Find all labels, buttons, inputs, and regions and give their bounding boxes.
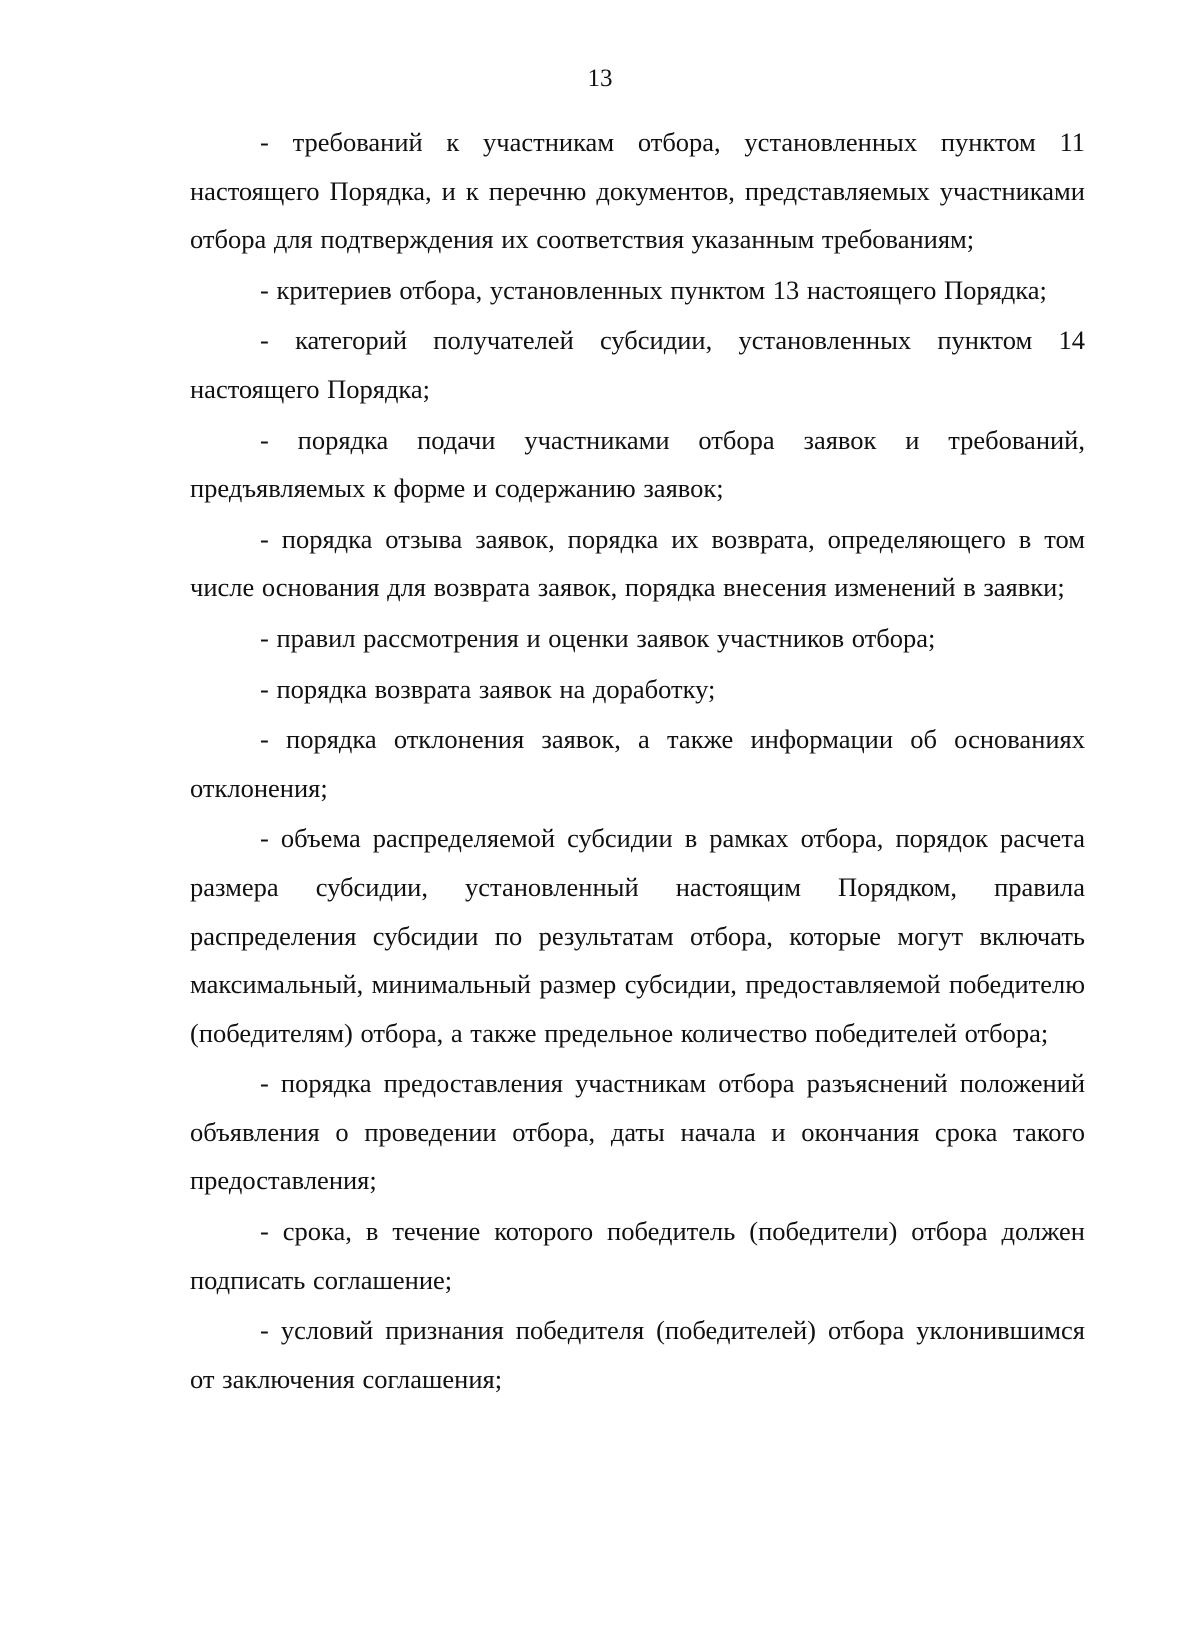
list-item: - условий признания победителя (победителей) отбора уклонившимся от заключения соглашения; <box>190 1315 1085 1394</box>
list-item: - порядка подачи участниками отбора заявок и требований, предъявляемых к форме и содержанию заявок; <box>190 424 1085 504</box>
list-item: - порядка отклонения заявок, а также информации об основаниях отклонения; <box>190 724 1085 803</box>
list-item: - правил рассмотрения и оценки заявок участников отбора; <box>260 622 936 653</box>
list-item: - порядка отзыва заявок, порядка их возврата, определяющего в том числе основания для возврата заявок, порядка внесения изменений в заявки; <box>190 523 1085 603</box>
list-item: - категорий получателей субсидии, установленных пунктом 14 настоящего Порядка; <box>190 325 1085 404</box>
page-number: 13 <box>587 65 613 92</box>
list-item: - порядка предоставления участникам отбора разъяснений положений объявления о проведении отбора, даты начала и окончания срока такого предоставления; <box>190 1068 1085 1196</box>
list-item: - требований к участникам отбора, установленных пунктом 11 настоящего Порядка, и к перечню документов, представляемых участниками отбора для подтверждения их соответствия указанным требованиям; <box>190 127 1085 255</box>
list-item: - объема распределяемой субсидии в рамках отбора, порядок расчета размера субсидии, установленный настоящим Порядком, правила распределения субсидии по результатам отбора, которые могут включать максимальный, минимальный размер субсидии, предоставляемой победителю (победителям) отбора, а также предельное количество победителей отбора; <box>190 823 1085 1048</box>
list-item: - срока, в течение которого победитель (победители) отбора должен подписать соглашение; <box>190 1216 1085 1295</box>
document-body <box>190 118 1085 1405</box>
list-item: - порядка возврата заявок на доработку; <box>260 673 716 704</box>
list-item: - критериев отбора, установленных пунктом 13 настоящего Порядка; <box>260 274 1047 305</box>
